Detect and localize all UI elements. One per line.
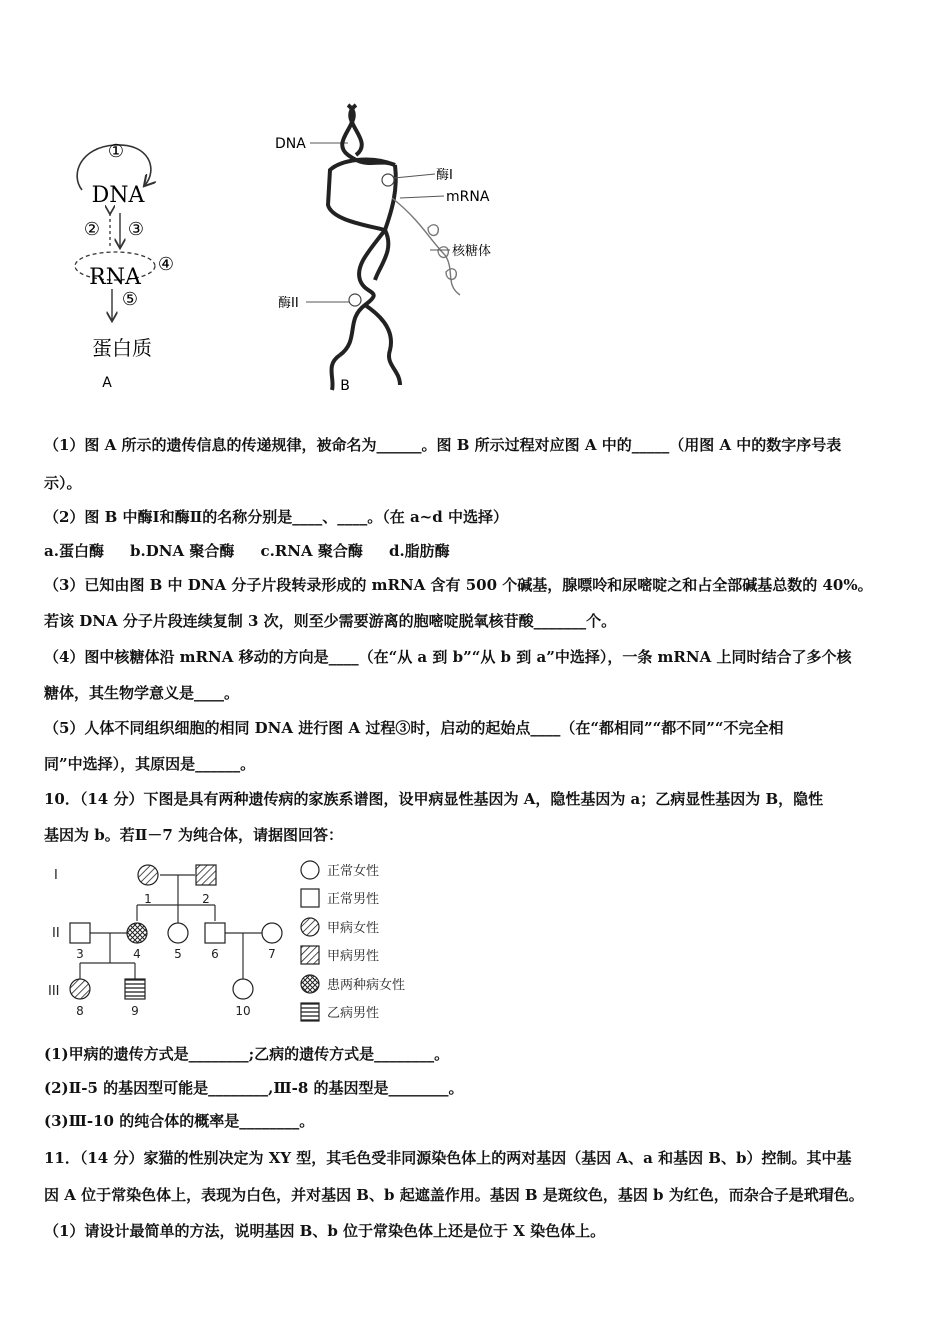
individual-2 (196, 865, 216, 885)
individual-8 (70, 979, 90, 999)
q9-part1-line2: 示）。 (44, 474, 82, 492)
q10-sub3: (3)Ⅲ-10 的纯合体的概率是________。 (44, 1112, 315, 1130)
id-5: 5 (174, 947, 182, 961)
enzyme1-label: 酶I (436, 168, 453, 183)
q9-part3-line2: 若该 DNA 分子片段连续复制 3 次，则至少需要游离的胞嘧啶脱氧核苷酸_______个。 (44, 612, 617, 630)
q10-intro-line2: 基因为 b。若Ⅱ－7 为纯合体，请据图回答： (44, 826, 344, 844)
legend-normal-male-symbol (301, 889, 319, 907)
individual-4 (127, 923, 147, 943)
individual-7 (262, 923, 282, 943)
individual-1 (138, 865, 158, 885)
generation-2-label: II (52, 926, 60, 941)
individual-9 (125, 979, 145, 999)
q10-sub1: (1)甲病的遗传方式是________;乙病的遗传方式是________。 (44, 1045, 450, 1063)
id-9: 9 (131, 1004, 139, 1018)
leader-line (394, 174, 435, 178)
legend-disease-b-male: 乙病男性 (327, 1006, 380, 1021)
individual-5 (168, 923, 188, 943)
figure-b-caption: B (340, 378, 350, 394)
protein-label: 蛋白质 (92, 336, 152, 360)
legend-disease-a-female-symbol (301, 918, 319, 936)
dna-label: DNA (275, 136, 306, 152)
label-5: ⑤ (121, 289, 139, 310)
mrna-label: mRNA (446, 189, 490, 205)
q11-part1: （1）请设计最简单的方法，说明基因 B、b 位于常染色体上还是位于 X 染色体上。 (44, 1222, 606, 1240)
gene-expression-figure (270, 100, 510, 395)
leader-line (400, 196, 444, 198)
id-8: 8 (76, 1004, 84, 1018)
ribosome-label: 核糖体 (452, 244, 492, 259)
legend-disease-a-female: 甲病女性 (327, 921, 380, 936)
individual-6 (205, 923, 225, 943)
q9-part4-line1: （4）图中核糖体沿 mRNA 移动的方向是____（在“从 a 到 b”“从 b 到 a”中选择），一条 mRNA 上同时结合了多个核 (44, 648, 852, 666)
pedigree-chart (40, 855, 440, 1030)
mrna-strand (392, 198, 460, 295)
enzyme2-shape (349, 294, 361, 306)
q9-part2: （2）图 B 中酶Ⅰ和酶Ⅱ的名称分别是____、____。（在 a~d 中选择） (44, 508, 508, 526)
generation-1-label: I (54, 868, 58, 883)
label-4: ④ (157, 254, 175, 275)
q9-options: a.蛋白酶 b.DNA 聚合酶 c.RNA 聚合酶 d.脂肪酶 (44, 542, 450, 560)
label-1: ① (107, 141, 125, 162)
id-10: 10 (235, 1004, 251, 1018)
legend-disease-a-male-symbol (301, 946, 319, 964)
legend-disease-a-male: 甲病男性 (327, 949, 380, 964)
q9-part5-line2: 同”中选择），其原因是______。 (44, 755, 256, 773)
label-3: ③ (127, 219, 145, 240)
label-2: ② (83, 219, 101, 240)
legend-both-diseases-female-symbol (301, 975, 319, 993)
dna-label: DNA (91, 183, 145, 208)
individual-10 (233, 979, 253, 999)
q10-sub2: (2)Ⅱ-5 的基因型可能是________,Ⅲ-8 的基因型是________。 (44, 1079, 464, 1097)
q9-part5-line1: （5）人体不同组织细胞的相同 DNA 进行图 A 过程③时，启动的起始点____（在“都相同”“都不同”“不完全相 (44, 719, 784, 737)
id-7: 7 (268, 947, 276, 961)
legend-normal-male: 正常男性 (327, 892, 380, 907)
rna-label: RNA (89, 265, 141, 290)
legend-disease-b-male-symbol (301, 1003, 319, 1021)
legend-normal-female: 正常女性 (327, 864, 380, 879)
central-dogma-figure (60, 135, 210, 395)
q10-intro-line1: 10．（14 分）下图是具有两种遗传病的家族系谱图，设甲病显性基因为 A，隐性基因为 a；乙病显性基因为 B，隐性 (44, 790, 824, 808)
legend-both-diseases-female: 患两种病女性 (327, 978, 406, 993)
q9-part3-line1: （3）已知由图 B 中 DNA 分子片段转录形成的 mRNA 含有 500 个碱基，腺嘌呤和尿嘧啶之和占全部碱基总数的 40%。 (44, 576, 873, 594)
figure-a-caption: A (102, 375, 112, 391)
id-3: 3 (76, 947, 84, 961)
q9-part1-line1: （1）图 A 所示的遗传信息的传递规律，被命名为______。图 B 所示过程对应图 A 中的_____（用图 A 中的数字序号表 (44, 436, 842, 454)
id-4: 4 (133, 947, 141, 961)
id-6: 6 (211, 947, 219, 961)
q11-intro-line2: 因 A 位于常染色体上，表现为白色，并对基因 B、b 起遮盖作用。基因 B 是斑纹色，基因 b 为红色，而杂合子是玳瑁色。 (44, 1186, 864, 1204)
generation-3-label: III (48, 984, 60, 999)
enzyme2-label: 酶II (278, 296, 299, 311)
id-1: 1 (144, 892, 152, 906)
individual-3 (70, 923, 90, 943)
legend-normal-female-symbol (301, 861, 319, 879)
q9-part4-line2: 糖体，其生物学意义是____。 (44, 684, 240, 702)
id-2: 2 (202, 892, 210, 906)
enzyme1-shape (382, 174, 394, 186)
dna-helix (328, 105, 400, 390)
q11-intro-line1: 11．（14 分）家猫的性别决定为 XY 型，其毛色受非同源染色体上的两对基因（基因 A、a 和基因 B、b）控制。其中基 (44, 1149, 852, 1167)
